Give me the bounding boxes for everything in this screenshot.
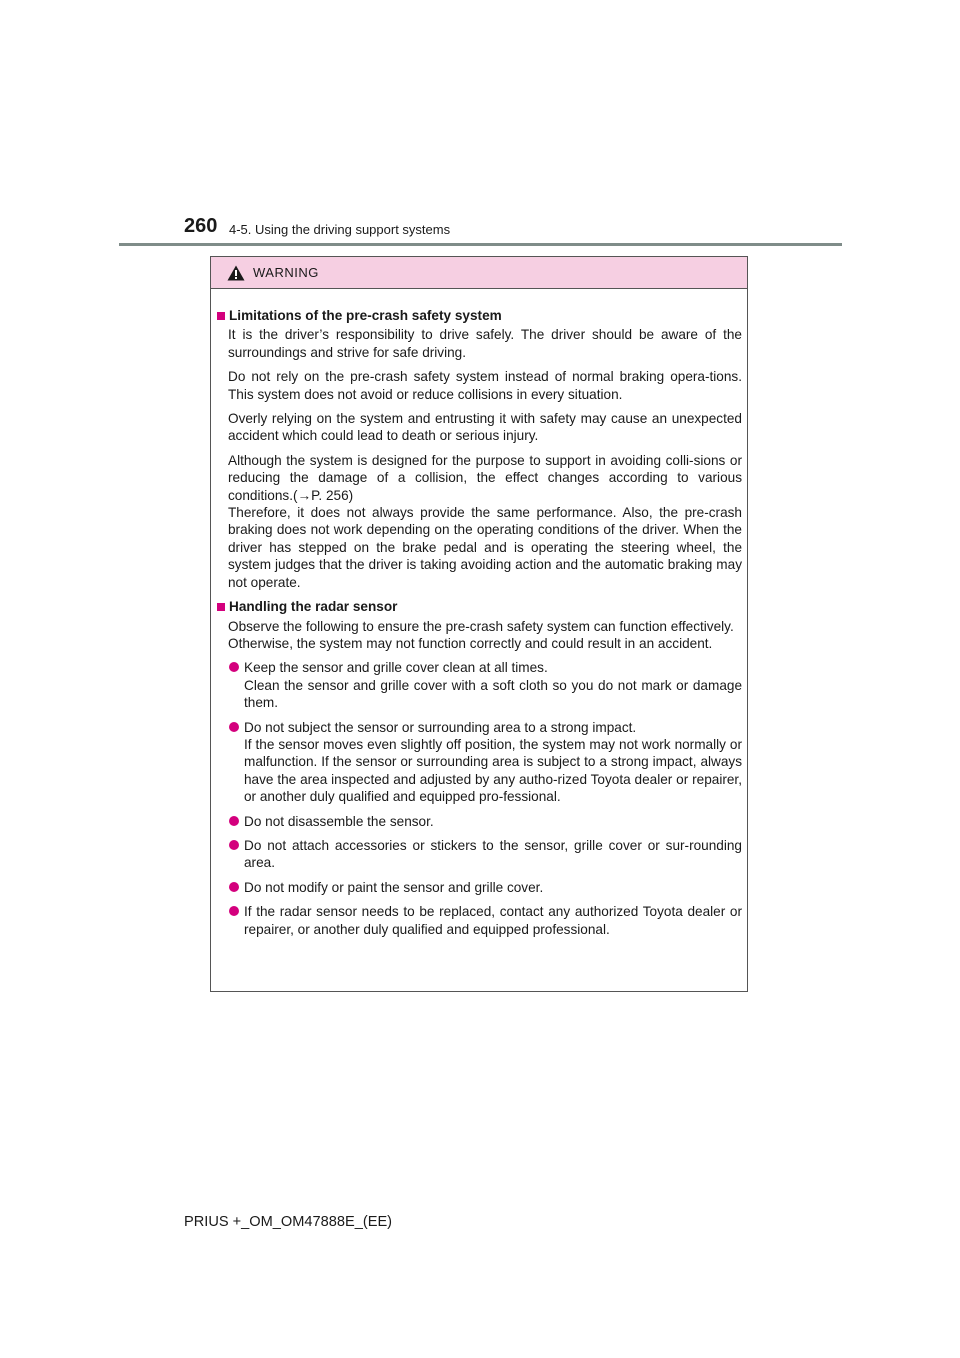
paragraph: It is the driver’s responsibility to drive safely. The driver should be aware of the surroundings and strive for safe driving. (228, 327, 742, 360)
warning-triangle-icon (227, 265, 245, 281)
circle-bullet-icon (229, 722, 239, 732)
bullet-title: Do not modify or paint the sensor and grille cover. (244, 879, 544, 895)
circle-bullet-icon (229, 840, 239, 850)
topic-limitations (217, 307, 742, 591)
paragraph: Observe the following to ensure the pre-crash safety system can function effectively. (228, 618, 734, 634)
square-bullet-icon (217, 312, 225, 320)
document-id: PRIUS +_OM_OM47888E_(EE) (184, 1214, 393, 1230)
bullet-title: Do not disassemble the sensor. (244, 813, 434, 829)
square-bullet-icon (217, 603, 225, 611)
topic-heading (217, 307, 742, 324)
warning-header (211, 257, 747, 289)
bullet-title: Do not attach accessories or stickers to the sensor, grille cover or sur-rounding area. (244, 837, 742, 871)
topic-heading (217, 598, 742, 615)
bullet-detail: Clean the sensor and grille cover with a soft cloth so you do not mark or damage them. (244, 677, 742, 711)
circle-bullet-icon (229, 816, 239, 826)
circle-bullet-icon (229, 662, 239, 672)
bullet-title: Do not subject the sensor or surrounding area to a strong impact. (244, 719, 637, 735)
list-item (228, 879, 742, 896)
bullet-detail: If the sensor moves even slightly off position, the system may not work normally or malfunction. If the sensor or surrounding area is subject to a strong impact, always have the area inspected and adjusted by any autho-rized Toyota dealer or repairer, or another duly qualified and equipped pro-fessional. (244, 736, 742, 805)
topic-radar-sensor (217, 598, 742, 938)
section-title: 4-5. Using the driving support systems (229, 222, 451, 237)
header-rule (119, 243, 842, 246)
paragraph: Otherwise, the system may not function correctly and could result in an accident. (228, 635, 713, 651)
topic-heading-text: Handling the radar sensor (229, 599, 398, 615)
bullet-title: Keep the sensor and grille cover clean at all times. (244, 660, 548, 676)
paragraph: Do not rely on the pre-crash safety system instead of normal braking opera-tions. This system does not avoid or reduce collisions in every situation. (228, 369, 742, 402)
bullet-title: If the radar sensor needs to be replaced, contact any authorized Toyota dealer or repairer, or another duly qualified and equipped professional. (244, 904, 742, 937)
warning-label: WARNING (253, 265, 319, 280)
list-item (228, 659, 742, 711)
page-number: 260 (184, 215, 218, 237)
bullet-list (228, 659, 742, 938)
list-item (228, 903, 742, 938)
topic-heading-text: Limitations of the pre-crash safety system (229, 308, 502, 323)
circle-bullet-icon (229, 906, 239, 916)
warning-box (210, 256, 748, 992)
list-item (228, 719, 742, 806)
list-item (228, 813, 742, 830)
paragraph: Overly relying on the system and entrusting it with safety may cause an unexpected accident which could lead to death or serious injury. (228, 411, 742, 444)
paragraph: Although the system is designed for the purpose to support in avoiding colli-sions or reducing the damage of a collision, the effect changes according to various conditions.(→P. 256) (228, 452, 742, 503)
paragraph: Therefore, it does not always provide the same performance. Also, the pre-crash braking does not work depending on the operating conditions of the driver. When the driver has stepped on the brake pedal and is operating the steering wheel, the system judges that the driver is taking avoiding action and the automatic braking may not operate. (228, 505, 742, 590)
warning-body (211, 289, 747, 938)
circle-bullet-icon (229, 882, 239, 892)
list-item (228, 837, 742, 872)
